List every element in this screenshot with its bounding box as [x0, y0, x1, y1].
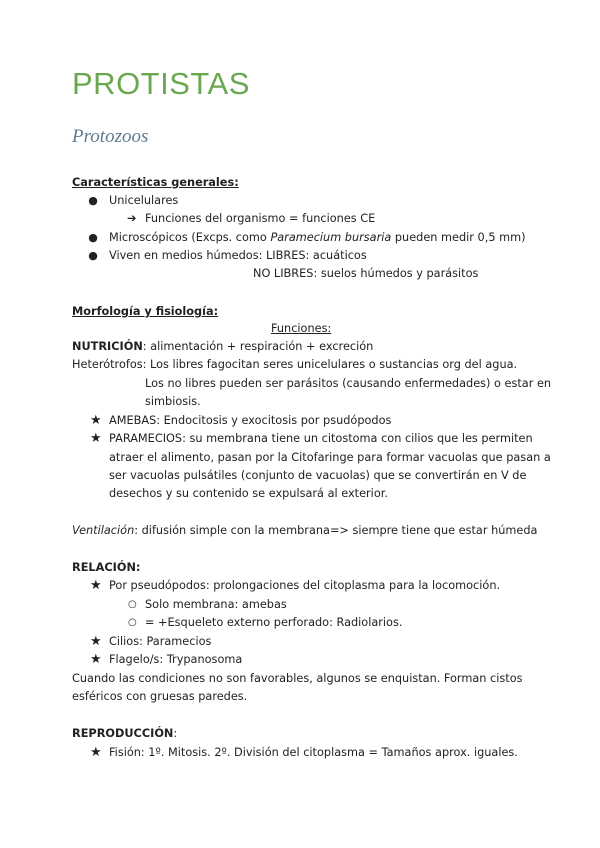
list-item: Funciones del organismo = funciones CE — [145, 212, 376, 225]
star-icon: ★ — [90, 413, 102, 428]
list-item: AMEBAS: Endocitosis y exocitosis por psudópodos — [109, 414, 392, 427]
paragraph-line: esféricos con gruesas paredes. — [72, 690, 248, 703]
nutricion-line — [72, 338, 373, 356]
text-segment: Microscópicos (Excps. como — [109, 231, 271, 244]
paragraph-line: Cuando las condiciones no son favorables, algunos se enquistan. Forman cistos — [72, 672, 523, 685]
reproduccion-heading — [72, 725, 177, 743]
caracteristicas-heading: Características generales: — [72, 176, 239, 189]
paragraph-line: Heterótrofos: Los libres fagocitan seres unicelulares o sustancias org del agua. — [72, 358, 518, 371]
list-item: Por pseudópodos: prolongaciones del citoplasma para la locomoción. — [109, 579, 501, 592]
list-item — [109, 229, 526, 247]
species-name: Paramecium bursaria — [270, 231, 392, 244]
ventilacion-line — [72, 522, 537, 540]
list-item: Unicelulares — [109, 194, 179, 207]
text-segment: pueden medir 0,5 mm) — [391, 231, 526, 244]
list-item-continuation: atraer el alimento, pasan por la Citofaringe para formar vacuolas que pasan a — [109, 451, 551, 464]
relacion-heading: RELACIÓN: — [72, 561, 141, 574]
hollow-circle-icon: ○ — [128, 617, 137, 628]
star-icon: ★ — [90, 431, 102, 446]
ventilacion-text: : difusión simple con la membrana=> siempre tiene que estar húmeda — [134, 524, 538, 537]
morfologia-heading: Morfología y fisiología: — [72, 305, 219, 318]
list-item-continuation: NO LIBRES: suelos húmedos y parásitos — [253, 267, 479, 280]
hollow-circle-icon: ○ — [128, 599, 137, 610]
heading-colon: : — [173, 727, 178, 740]
right-arrow-icon: ➔ — [127, 212, 137, 225]
funciones-heading: Funciones: — [271, 322, 332, 335]
bullet-dot-icon: ● — [88, 194, 98, 207]
list-item: Viven en medios húmedos: LIBRES: acuáticos — [109, 249, 367, 262]
ventilacion-label: Ventilación — [72, 524, 135, 537]
list-item-continuation: desechos y su contenido se expulsará al exterior. — [109, 487, 388, 500]
star-icon: ★ — [90, 634, 102, 649]
paragraph-line: Los no libres pueden ser parásitos (causando enfermedades) o estar en — [145, 377, 552, 390]
section-subtitle: Protozoos — [72, 126, 149, 147]
list-item: Fisión: 1º. Mitosis. 2º. División del citoplasma = Tamaños aprox. iguales. — [109, 746, 518, 759]
bullet-dot-icon: ● — [88, 231, 98, 244]
star-icon: ★ — [90, 745, 102, 760]
list-item-continuation: ser vacuolas pulsátiles (conjunto de vacuolas) que se convertirán en V de — [109, 469, 527, 482]
nutricion-label: NUTRICIÓN — [72, 340, 143, 353]
page-title: PROTISTAS — [72, 66, 250, 101]
bullet-dot-icon: ● — [88, 249, 98, 262]
nutricion-text: : alimentación + respiración + excreción — [142, 340, 374, 353]
paragraph-line: simbiosis. — [145, 395, 201, 408]
reproduccion-label: REPRODUCCIÓN — [72, 727, 174, 740]
list-item: Solo membrana: amebas — [145, 598, 287, 611]
list-item: = +Esqueleto externo perforado: Radiolarios. — [145, 616, 403, 629]
list-item: PARAMECIOS: su membrana tiene un citostoma con cilios que les permiten — [109, 432, 533, 445]
list-item: Flagelo/s: Trypanosoma — [109, 653, 243, 666]
star-icon: ★ — [90, 578, 102, 593]
star-icon: ★ — [90, 652, 102, 667]
list-item: Cilios: Paramecios — [109, 635, 212, 648]
